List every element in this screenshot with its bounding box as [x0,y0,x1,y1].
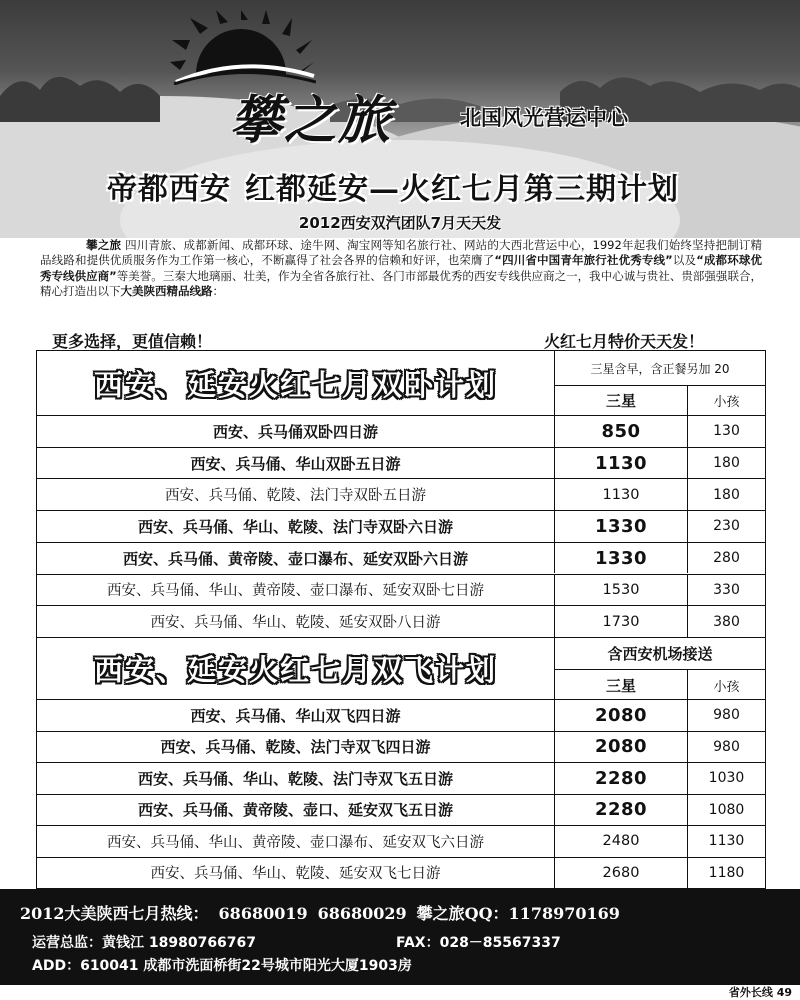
page-label: 省外长线 49 [728,986,792,999]
child-price-cell: 180 [687,448,765,479]
section-header-row [37,351,765,415]
child-price-cell: 1030 [687,763,765,794]
col-child-header: 小孩 [687,385,765,415]
price-cell: 2280 [554,763,687,794]
price-cell: 1330 [554,543,687,574]
brand-logo-text: 攀之旅 [230,90,393,151]
sun-logo-icon [166,10,316,85]
section-note: 三星含早，含正餐另加 20 [590,361,730,376]
price-cell: 850 [554,416,687,447]
child-price-cell: 1180 [687,858,765,889]
table-row [37,857,765,889]
price-cell: 1730 [554,606,687,637]
address: ADD：610041 成都市洗面桥街22号城市阳光大厦1903房 [32,958,412,974]
col-child-header: 小孩 [687,669,765,700]
price-cell: 2080 [554,700,687,731]
route-cell: 西安、兵马俑、黄帝陵、壶口、延安双飞五日游 [137,801,453,820]
fax-number: FAX：028－85567337 [396,935,561,951]
intro-text-2: 以及 [672,253,697,268]
price-table [36,350,766,889]
headline-part-2: 红都延安—火红七月第三期计划 [245,172,679,207]
headline-part-1: 帝都西安 [107,172,231,207]
section-title: 西安、延安火红七月双卧计划 [93,367,497,402]
treeline-silhouette [0,62,800,122]
route-cell: 西安、兵马俑、华山双飞四日游 [190,706,401,725]
route-cell: 西安、兵马俑、华山、黄帝陵、壶口瀑布、延安双卧七日游 [107,583,484,600]
table-row [37,574,765,606]
section-note-cell [554,351,765,385]
footer-bar [0,889,800,985]
intro-paragraph [40,238,762,300]
price-cell: 2680 [554,858,687,889]
table-row [37,478,765,510]
price-cell: 2280 [554,795,687,826]
page-subtitle: 2012西安双汽团队7月天天发 [298,214,502,232]
route-cell: 西安、兵马俑、华山、乾陵、法门寺双飞五日游 [137,769,453,788]
table-row [37,794,765,826]
route-cell: 西安、兵马俑、华山、乾陵、延安双飞七日游 [150,866,441,883]
table-row [37,762,765,794]
route-cell: 西安、兵马俑、华山、乾陵、法门寺双卧六日游 [137,517,453,536]
child-price-cell: 980 [687,700,765,731]
brand-subtitle: 北国风光营运中心 [460,106,628,130]
intro-text-3: 等美誉。三秦大地璃丽、壮美，作为全省各旅行社、各门市部最优秀的西安专线供应商之一，我中心诚与贵社、贵部强强联合，精心打造出以下 [40,268,762,299]
table-row [37,825,765,857]
intro-lead: 攀之旅 [86,238,122,252]
table-row [37,731,765,763]
route-cell: 西安、兵马俑、华山、乾陵、延安双卧八日游 [150,615,441,632]
intro-text-4: ： [212,284,224,299]
page-title [0,164,800,208]
hotline-number-2: 68680029 [317,904,407,923]
section-title: 西安、延安火红七月双飞计划 [93,653,497,687]
price-cell: 1330 [554,511,687,542]
section-title-cell [37,638,554,699]
section-note-cell [554,638,765,669]
child-price-cell: 980 [687,732,765,763]
section-header-row [37,637,765,699]
table-row [37,415,765,447]
price-cell: 1130 [554,448,687,479]
col-adult-header: 三星 [554,669,687,700]
price-cell: 1530 [554,575,687,606]
child-price-cell: 380 [687,606,765,637]
intro-highlight-1: “四川省中国青年旅行社优秀专线” [494,253,673,268]
child-price-cell: 280 [687,543,765,574]
child-price-cell: 1080 [687,795,765,826]
child-price-cell: 1130 [687,826,765,857]
manager-contact: 运营总监：黄钱江 18980766767 [32,935,257,951]
table-row [37,699,765,731]
table-row [37,605,765,637]
route-cell: 西安、兵马俑、乾陵、法门寺双卧五日游 [165,488,426,505]
child-price-cell: 180 [687,479,765,510]
child-price-cell: 130 [687,416,765,447]
table-row [37,542,765,574]
child-price-cell: 230 [687,511,765,542]
hotline-number-1: 68680019 [218,904,308,923]
child-price-cell: 330 [687,575,765,606]
table-row [37,447,765,479]
qq-number: 攀之旅QQ：1178970169 [416,904,620,923]
header-banner [0,0,800,238]
route-cell: 西安、兵马俑、黄帝陵、壶口瀑布、延安双卧六日游 [122,549,468,568]
intro-text-1: 四川青旅、成都新闻、成都环球、途牛网、淘宝网等知名旅行社、网站的大西北营运中心，1992年起我们始终坚持把制订精品线路和提供优质服务作为工作第一核心，不断赢得了社会各界的信赖和好评，也荣膺了 [40,238,763,268]
col-adult-header: 三星 [554,385,687,415]
section-title-cell [37,351,554,415]
hotline-label: 2012大美陕西七月热线： [20,904,209,923]
price-cell: 2480 [554,826,687,857]
price-cell: 2080 [554,732,687,763]
section-note: 含西安机场接送 [607,645,713,663]
route-cell: 西安、兵马俑双卧四日游 [212,422,378,441]
slogan-right: 火红七月特价天天发！ [544,332,705,351]
intro-highlight-3: 大美陕西精品线路 [120,284,213,299]
intro-highlight-2: “成都环球优秀专线供应商” [40,253,762,283]
price-cell: 1130 [554,479,687,510]
route-cell: 西安、兵马俑、华山、黄帝陵、壶口瀑布、延安双飞六日游 [107,834,484,851]
hotline [20,901,630,924]
route-cell: 西安、兵马俑、华山双卧五日游 [190,454,401,473]
slogan-left: 更多选择，更值信赖！ [52,332,213,351]
route-cell: 西安、兵马俑、乾陵、法门寺双飞四日游 [160,738,431,757]
table-row [37,510,765,542]
